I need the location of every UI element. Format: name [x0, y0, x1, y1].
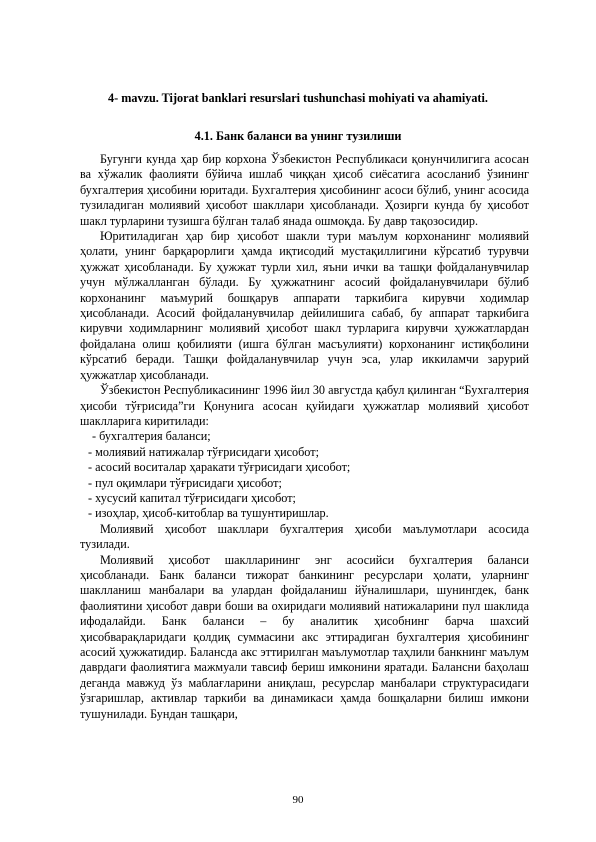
list-item: - пул оқимлари тўғрисидаги ҳисобот; — [88, 475, 282, 490]
paragraph: Бугунги кунда ҳар бир корхона Ўзбекистон Республикаси қонунчилигига асосан ва хўжалик фаолияти бўйича ишлаб чиққан ҳисоб сиёсатига асосланиб ўзининг бухгалтерия ҳисобини юритади. Бухгалтерия ҳисобининг асоси бўлиб, унинг асосида тузиладиган молиявий ҳисобот шакллари ҳисобланади. Ҳозирги кунда бу ҳисобот шакл турларини тузишга бўлган талаб янада ошмоқда. Бу давр тақозосидир. — [80, 152, 529, 228]
section-title: 4.1. Банк баланси ва унинг тузилиши — [194, 129, 402, 143]
list-item: - асосий воситалар ҳаракати тўғрисидаги ҳисобот; — [88, 460, 351, 475]
paragraph: Юритиладиган ҳар бир ҳисобот шакли тури маълум корхонанинг молиявий ҳолати, унинг барқарорлиги ҳамда иқтисодий мустақиллигини кўрсатиб турувчи ҳужжат ҳисобланади. Бу ҳужжат турли хил, яъни ички ва ташқи фойдаланувчилар учун мўлжалланган бўлади. Бу ҳужжатнинг асосий фойдаланувчилари бўлиб корхонанинг маъмурий бошқарув аппарати таркибига кирувчи ходимлар ҳисобланади. Асосий фойдаланувчилар дейилишига сабаб, бу аппарат таркибига кирувчи ходимларнинг молиявий ҳисобот шакл турларига кирувчи ҳужжатлардан фойдалана олиш қобилияти (ишга бўлган масъулияти) корхонанинг истиқболини кўрсатиб беради. Ташқи фойдаланувчилар учун эса, улар иккиламчи зарурий ҳужжатлар ҳисобланади. — [80, 229, 529, 382]
list-item: - хусусий капитал тўғрисидаги ҳисобот; — [88, 490, 296, 505]
list-item: - бухгалтерия баланси; — [92, 429, 211, 444]
list-item: - молиявий натижалар тўғрисидаги ҳисобот; — [88, 444, 319, 459]
report-forms-list — [80, 429, 529, 521]
page-number: 90 — [292, 794, 304, 806]
body-text — [80, 152, 529, 722]
paragraph: Ўзбекистон Республикасининг 1996 йил 30 августда қабул қилинган “Бухгалтерия ҳисоби тўғрисида”ги Қонунига асосан қуйидаги ҳужжатлар молиявий ҳисобот шаклларига киритилади: — [80, 383, 529, 428]
chapter-title: 4- mavzu. Tijorat banklari resurslari tushunchasi mohiyati va ahamiyati. — [108, 91, 488, 105]
list-item: - изоҳлар, ҳисоб-китоблар ва тушунтиришлар. — [88, 506, 329, 521]
paragraph: Молиявий ҳисобот шакллари бухгалтерия ҳисоби маълумотлари асосида тузилади. — [80, 521, 529, 552]
paragraph: Молиявий ҳисобот шаклларининг энг асосийси бухгалтерия баланси ҳисобланади. Банк баланси тижорат банкининг ресурслари ҳолати, уларнинг шаклланиш манбалари ва улардан фойдаланиш йўналишлари, шунингдек, банк фаолиятини ҳисобот даври боши ва охиридаги молиявий натижаларини пул шаклида ифодалайди. Банк баланси – бу аналитик ҳисобнинг барча шахсий ҳисобварақларидаги қолдиқ суммасини акс эттирадиган бухгалтерия ҳисобининг асосий ҳужжатидир. Балансда акс эттирилган маълумотлар таҳлили банкнинг маълум даврдаги фаолиятига мажмуали тавсиф бериш имконини яратади. Балансни баҳолаш деганда мавжуд ўз маблағларини аниқлаш, ресурслар манбалари структурасидаги ўзгаришлар, активлар таркиби ва динамикаси ҳамда бошқаларни билиш имкони тушунилади. Бундан ташқари, — [80, 552, 529, 721]
